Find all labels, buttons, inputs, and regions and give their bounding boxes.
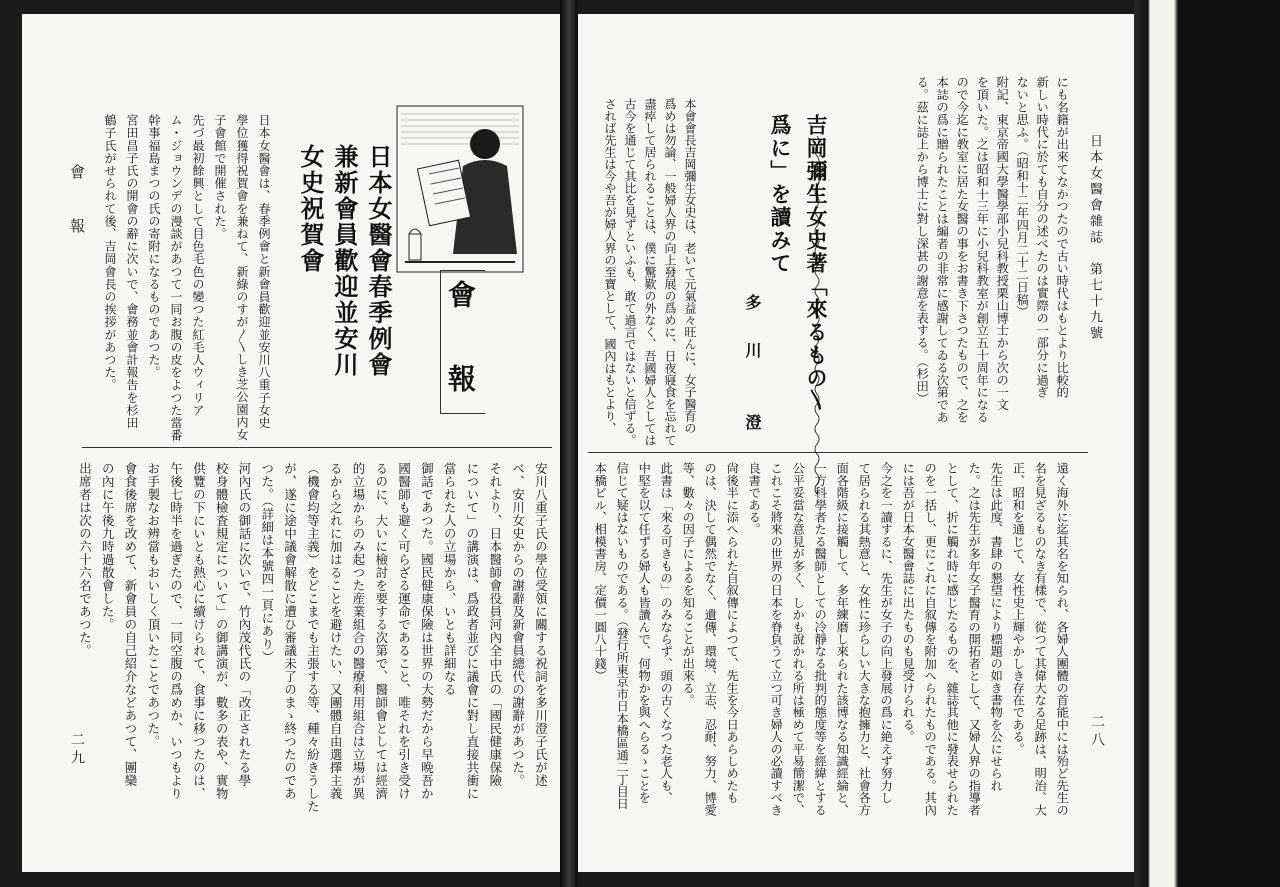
text-column: 中堅を以て任ずる婦人も皆讀んで、何物かを與へらるゝことを [637,462,652,804]
text-column: 出席者は次の六十六名であつた。 [77,462,93,657]
text-column: 安川八重子氏の學位受領に關する祝詞を多川澄子氏が述 [533,462,549,787]
woman-reading-illustration [395,104,525,274]
text-column: 鶴子氏がせられて後、吉岡會長の挨拶があつた。 [103,114,117,392]
text-column: 名を見ざるものなき有樣で、從つて其偉大なる足跡は、明治、大 [1033,462,1048,816]
text-column: 御話であつた。國民健康保險は世界の大勢だから早晩吾か [419,462,435,800]
text-column: 午後七時半を過ぎたので、一同空腹の爲めか、いつもより [168,462,184,800]
page-number: 二九 [69,732,85,768]
text-column: 兼新會員歡迎並安川 [330,144,359,378]
text-column: 一方科學者たる醫師としての冷靜なる批判的態度等を經緯とする [813,462,828,816]
review-author: 多 川 澄 [743,294,762,438]
text-column: た。之は先生が多年女子醫育の開拓者として、又婦人界の指導者 [967,462,982,816]
text-column: 遠く海外に迄其名を知られ、各婦人團體の首能中には殆ど先生の [1055,462,1070,816]
text-column: る。茲に誌上から博士に對し深甚の謝意を表する。（杉田） [915,76,930,405]
text-column: 新しい時代に於ても自分の述べたのは實際の一部分に過ぎ [1035,76,1050,399]
text-column: 爲に」を讀みて [768,114,793,275]
text-column: 良書である。 [747,462,762,536]
text-column: （機會均等主義）をどこまでも主張する等、種々紛きうした [305,462,321,813]
text-column: のを一括し、更にこれに自叙傳を附加へられたものである。其內 [923,462,938,816]
text-column: 學位獲得祝賀會を兼ねて、新綠のすが〳〵しき芝公園内女 [235,114,249,441]
text-column: 吉岡彌生女史著「來るもの〵 [804,114,829,413]
text-column: 本會會長吉岡彌生女史は、老いて元氣益々旺んに、女子醫育の [683,98,697,434]
text-column: 正、昭和を通じて、女性史上輝やかしき存在である。 [1011,462,1026,755]
left-page [22,14,560,872]
text-column: には吾が日本女醫會誌に出たものも見受けられる。 [901,462,916,743]
text-column: るのに、大いに檢討を要する次第で、醫師會としては經濟 [373,462,389,800]
text-column: 盡瘁して居られることは、僕に驚歎の外なく、吾國婦人としては [643,98,657,446]
right-page [578,14,1134,872]
text-column: として、折に觸れ時に感じたるものを、雜誌其他に發表せられた [945,462,960,816]
text-column: ム・ジョウンデの漫談があつて一同お腹の皮をよつた當番 [169,114,183,442]
text-column: 供覽の下にいとも熱心に續けられて、食事に移つたのは、 [191,462,207,800]
text-column: 國醫師も避く可らざる運命であること、唯それを引き受け [396,462,412,800]
book-fore-edge [1134,0,1280,887]
text-column: 當られた人の立場から、いとも詳細なる [442,462,458,696]
text-column: 宮田昌子氏の開會の辭に次いで、會務並會計報告を杉田 [125,114,139,429]
text-column: 信じて疑はないものである。（發行所東京市日本橋區通二丁目日 [615,462,630,810]
text-column: 本橋ビル、相模書房、定價一圓八十錢） [593,462,608,682]
book-gutter [560,0,578,887]
text-column: ないと思ふ。（昭和十二年四月二十二日稿） [1015,76,1030,318]
text-column: 的立場からのみ起つた産業組合の醫療利用組合は立場が異 [351,462,366,800]
text-column: 今之を一讀するに、先生が女子の向上發展の爲に絶えず努力し [879,462,894,804]
text-column: 河內氏の御話に次いで、竹內茂代氏の「改正されたる學 [237,462,252,787]
text-column: て居られる其熱意と、女性に珍らしい大きな抱擁力と、社會各方 [857,462,872,816]
text-column: 此書は「來る可きもの」のみならず、頭の古くなつた老人も、 [659,462,674,804]
text-column: されば先生は今や吾が婦人界の至寶として、國內はもとより、 [603,98,617,434]
text-column: 本誌の爲に贈られたことは編者の非常に感謝してゐる次第であ [935,76,950,424]
text-column: 會食後席を改めて、新會員の自己紹介などあつて、團欒 [123,462,138,787]
upper-divider [82,447,552,448]
text-column: べ、安川女史からの謝辭及新會員總代の謝辭があつた。 [510,462,526,787]
text-column: を頂いた。之は昭和十三年に小兒科教室が創立五十周年になる [975,76,990,424]
text-column: 等、數々の因子によるを知ることが出來る。 [681,462,696,706]
text-column: 幹事福島まつの氏の寄附になるものであつた。 [147,114,161,379]
text-column: 公平妥當な意見が多く、しかも說かれる所は極めて平易簡潔で、 [791,462,806,816]
running-head: 日本女醫會雜誌 第七十九號 [1087,134,1102,342]
text-column: 古今を通じて其比を見ずといふも、敢て過言ではないと信ずる。 [623,98,637,446]
text-column: 女史祝賀會 [296,144,325,274]
text-column: にも名籍が出來てなかつたので古い時代はもとより比較的 [1055,76,1070,399]
section-banner-label: 會 報 [444,280,477,406]
text-column: 日本女醫會春季例會 [364,144,393,378]
text-column: ので今迄に教室に居た女醫の事をお書き下さつたもので、之を [955,76,970,424]
text-column: 面各階級に接觸して、多年練磨し來られた該博なる知識經綸と、 [835,462,850,816]
text-column: 子會館で開催された。 [213,114,227,240]
text-column: それより、日本醫師會役員河內全中氏の「國民健康保險 [487,462,503,787]
text-column: るから之れに加はることを避けたい、又團體自由選擇主義 [328,462,344,800]
text-column: 先づ最初餘興として目色毛色の變つた紅毛人ウィリア [191,114,205,417]
text-column: について」の講演は、爲政者並びに議會に對し直接共衝に [465,462,480,800]
running-head: 會 報 [68,164,86,245]
text-column: 尙後半に添へられた自叙傳によつて、先生を今日あらしめたも [725,462,740,804]
text-column: 日本女醫會は、春季例會と新會員歡迎並安川八重子女史 [257,114,271,429]
text-column: のは、決して偶然でなく、遺傳、環境、立志、忍耐、努力、博愛 [703,462,718,816]
text-column: が、遂に途中議會解散に遭ひ審議未了のまゝ終つたのであ [282,462,298,800]
text-column: お手製なお辨當もおいしく頂いたことであつた。 [145,462,161,748]
text-column: 附記、東京帝國大學醫學部小兒科教授栗山博士から次の一文 [995,76,1010,411]
text-column: これこそ將來の世界の日本を脊負うて立つ可き婦人の必讀すべき [769,462,784,816]
page-number: 二八 [1089,714,1105,750]
text-column: の內に午後九時過散會した。 [100,462,116,631]
text-column: 先生は此度、書肆の懇望により標題の如き書物を公にせられ [989,462,1004,792]
lower-divider [588,452,1088,453]
text-column: 爲めは勿論、一般婦人界の向上發展の爲めに、日夜寢食を忘れて [663,98,677,446]
text-column: 校身體檢査規定について」の御講演が、數多の表や、實物 [214,462,230,800]
text-column: つた。（詳細は本號四一頁にあり） [259,462,275,664]
